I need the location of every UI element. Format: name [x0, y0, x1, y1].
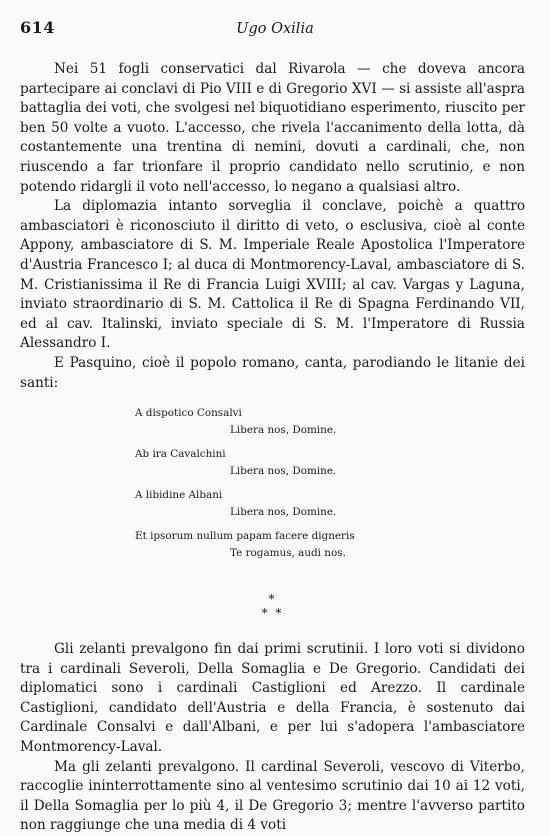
running-title: Ugo Oxilia: [236, 21, 314, 37]
paragraph-4: Gli zelanti prevalgono fin dai primi scrutinii. I loro voti si dividono tra i cardinali Severoli, Della Somaglia e De Gregorio. Candidati dei diplomatici sono i cardinali Castiglioni ed Arezzo. Il cardinale Castiglioni, candidato dell'Austria e della Francia, è sostenuto dai Cardinale Consalvi e dall'Albani, e per lui s'adopera l'ambasciatore Montmorency-Laval.: [20, 641, 525, 756]
asterism-bottom: * *: [261, 606, 284, 621]
paragraph-3: E Pasquino, cioè il popolo romano, canta, parodiando le litanie dei santi:: [20, 354, 525, 391]
litany-response-3: Libera nos, Domine.: [230, 506, 337, 519]
asterism-ornament: [20, 592, 525, 620]
litany-response-1: Libera nos, Domine.: [230, 424, 337, 437]
asterism-top: *: [268, 592, 277, 607]
litany-response-4: Te rogamus, audi nos.: [230, 547, 346, 560]
litany-response-2: Libera nos, Domine.: [230, 465, 337, 478]
litany-line-3: A libidine Albani: [135, 489, 223, 502]
paragraph-2: La diplomazia intanto sorveglia il conclave, poichè a quattro ambasciatori è riconosciuto il diritto di veto, o esclusiva, cioè al conte Appony, ambasciatore di S. M. Imperiale Reale Apostolica l'Imperatore d'Austria Francesco I; al duca di Montmorency-Laval, ambasciatore di S. M. Cristianissima il Re di Francia Luigi XVIII; al cav. Vargas y Laguna, inviato straordinario di S. M. Cattolica il Re di Spagna Ferdinando VII, ed al cav. Italinski, inviato speciale di S. M. l'Imperatore di Russia Alessandro I.: [20, 198, 525, 352]
litany-line-4: Et ipsorum nullum papam facere digneris: [135, 530, 355, 543]
litany-line-2: Ab ira Cavalchini: [135, 448, 226, 461]
paragraph-5: Ma gli zelanti prevalgono. Il cardinal Severoli, vescovo di Viterbo, raccoglie ininterrottamente sino al ventesimo scrutinio dai 10 ai 12 voti, il Della Somaglia per lo più 4, il De Gregorio 3; mentre l'avverso partito non raggiunge che una media di 4 voti: [20, 758, 525, 834]
litany-line-1: A dispotico Consalvi: [135, 407, 242, 420]
page-header: [0, 0, 550, 44]
page-body: [20, 60, 525, 836]
pasquino-litany: [20, 406, 525, 560]
paragraph-1: Nei 51 fogli conservatici dal Rivarola — che doveva ancora partecipare ai conclavi di Pio VIII e di Gregorio XVI — si assiste all'aspra battaglia dei voti, che svolgesi nel biquotidiano esperimento, riuscito per ben 50 volte a vuoto. L'accesso, che rivela l'accanimento della lotta, dà costantemente una trentina di nemini, dovuti a cardinali, che, non riuscendo a far trionfare il proprio candidato nello scrutinio, e non potendo ridargli il voto nell'accesso, lo negano a qualsiasi altro.: [20, 61, 525, 195]
page-number: 614: [20, 18, 55, 37]
